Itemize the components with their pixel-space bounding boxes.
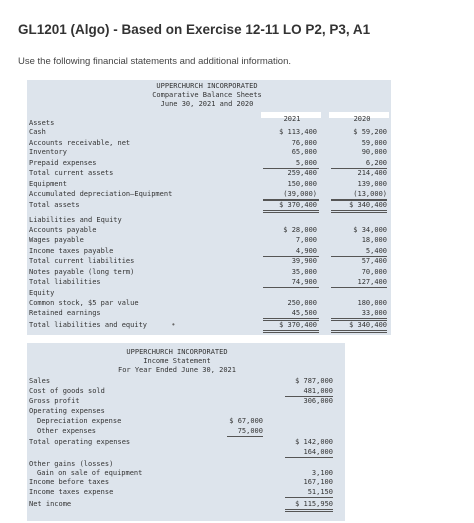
bs-row-2021-value: 65,000 bbox=[291, 148, 317, 156]
decorative-dot: • bbox=[172, 320, 175, 329]
bs-row-label: Total current liabilities bbox=[29, 257, 135, 265]
instructions-text: Use the following financial statements and additional information. bbox=[18, 56, 292, 67]
bs-row-label: Total assets bbox=[29, 201, 80, 209]
bs-row-2020-value: 180,000 bbox=[357, 299, 387, 307]
is-row-label: Other expenses bbox=[37, 427, 97, 435]
bs-row-2021-value: $ 113,400 bbox=[279, 128, 317, 136]
bs-row-2021-value: $ 370,400 bbox=[279, 201, 317, 209]
bs-row-2021-value: 250,000 bbox=[287, 299, 317, 307]
is-row-outer-value: 481,000 bbox=[303, 387, 333, 395]
bs-row-label: Income taxes payable bbox=[29, 247, 114, 255]
bs-row-2021-value: (39,000) bbox=[283, 190, 317, 198]
bs-row-label: Accumulated depreciation—Equipment bbox=[29, 190, 173, 198]
bs-row-2020-value: $ 340,400 bbox=[349, 321, 387, 329]
is-row-outer-value: $ 787,000 bbox=[295, 377, 333, 385]
bs-row-label: Accounts receivable, net bbox=[29, 139, 131, 147]
is-row-label: Gross profit bbox=[29, 397, 80, 405]
bs-row-label: Total current assets bbox=[29, 169, 114, 177]
is-row-label: Cost of goods sold bbox=[29, 387, 105, 395]
bs-row-label: Total liabilities bbox=[29, 278, 101, 286]
is-outer-rule bbox=[285, 497, 333, 498]
bs-row-label: Total liabilities and equity bbox=[29, 321, 148, 329]
bs-row-2021-value: 35,000 bbox=[291, 268, 317, 276]
bs-row-2020-value: $ 340,400 bbox=[349, 201, 387, 209]
bs-row-label: Equity bbox=[29, 289, 55, 297]
is-row-label: Other gains (losses) bbox=[29, 460, 114, 468]
bs-row-2020-value: 90,000 bbox=[361, 148, 387, 156]
bs-underline-rule bbox=[331, 210, 387, 213]
is-row-label: Gain on sale of equipment bbox=[37, 469, 143, 477]
bs-row-2021-value: 74,900 bbox=[291, 278, 317, 286]
bs-row-label: Equipment bbox=[29, 180, 67, 188]
bs-underline-rule bbox=[331, 287, 387, 288]
bs-col-2021-header: 2021 bbox=[283, 115, 301, 123]
is-row-label: Net income bbox=[29, 500, 72, 508]
bs-row-2021-value: 150,000 bbox=[287, 180, 317, 188]
is-row-label: Operating expenses bbox=[29, 407, 105, 415]
bs-row-2021-value: $ 370,400 bbox=[279, 321, 317, 329]
bs-row-2020-value: (13,000) bbox=[353, 190, 387, 198]
is-inner-rule bbox=[227, 436, 263, 437]
is-row-outer-value: 164,000 bbox=[303, 448, 333, 456]
is-row-inner-value: 75,000 bbox=[237, 427, 263, 435]
bs-row-2020-value: $ 34,000 bbox=[353, 226, 387, 234]
bs-row-2020-value: 139,000 bbox=[357, 180, 387, 188]
is-outer-rule bbox=[285, 509, 333, 512]
is-outer-rule bbox=[285, 457, 333, 458]
is-row-label: Income before taxes bbox=[29, 478, 110, 486]
bs-row-2020-value: 70,000 bbox=[361, 268, 387, 276]
page-title: GL1201 (Algo) - Based on Exercise 12-11 LO P2, P3, A1 bbox=[18, 22, 371, 37]
bs-total-rule bbox=[263, 320, 319, 321]
bs-row-2021-value: 76,000 bbox=[291, 139, 317, 147]
is-row-outer-value: 306,000 bbox=[303, 397, 333, 405]
bs-statement-name: Comparative Balance Sheets bbox=[152, 91, 262, 99]
bs-row-2020-value: 127,400 bbox=[357, 278, 387, 286]
bs-total-rule bbox=[331, 320, 387, 321]
bs-date: June 30, 2021 and 2020 bbox=[160, 100, 254, 108]
is-row-outer-value: 167,100 bbox=[303, 478, 333, 486]
is-row-label: Depreciation expense bbox=[37, 417, 122, 425]
is-row-label: Sales bbox=[29, 377, 51, 385]
is-row-label: Total operating expenses bbox=[29, 438, 131, 446]
is-row-outer-value: $ 142,000 bbox=[295, 438, 333, 446]
bs-row-2021-value: 45,500 bbox=[291, 309, 317, 317]
bs-row-label: Prepaid expenses bbox=[29, 159, 97, 167]
bs-underline-rule bbox=[331, 318, 387, 319]
bs-row-2020-value: 18,000 bbox=[361, 236, 387, 244]
bs-row-2021-value: 5,000 bbox=[295, 159, 317, 167]
bs-row-label: Liabilities and Equity bbox=[29, 216, 122, 224]
bs-company-name: UPPERCHURCH INCORPORATED bbox=[156, 82, 258, 90]
bs-row-2020-value: 33,000 bbox=[361, 309, 387, 317]
bs-total-rule bbox=[263, 200, 319, 201]
bs-underline-rule bbox=[263, 287, 319, 288]
bs-row-label: Assets bbox=[29, 119, 55, 127]
is-statement-name: Income Statement bbox=[143, 357, 211, 365]
bs-row-label: Common stock, $5 par value bbox=[29, 299, 139, 307]
bs-row-label: Accounts payable bbox=[29, 226, 97, 234]
bs-row-2020-value: 5,400 bbox=[365, 247, 387, 255]
bs-row-label: Wages payable bbox=[29, 236, 84, 244]
bs-row-label: Retained earnings bbox=[29, 309, 101, 317]
bs-underline-rule bbox=[263, 318, 319, 319]
bs-row-2020-value: $ 59,200 bbox=[353, 128, 387, 136]
bs-total-rule bbox=[331, 200, 387, 201]
bs-row-2021-value: 7,000 bbox=[295, 236, 317, 244]
bs-underline-rule bbox=[263, 330, 319, 333]
income-statement-table bbox=[27, 343, 345, 521]
is-row-outer-value: 51,150 bbox=[307, 488, 333, 496]
bs-row-2020-value: 214,400 bbox=[357, 169, 387, 177]
bs-row-2021-value: 39,900 bbox=[291, 257, 317, 265]
bs-row-label: Cash bbox=[29, 128, 46, 136]
bs-col-2020-header: 2020 bbox=[353, 115, 371, 123]
is-company-name: UPPERCHURCH INCORPORATED bbox=[126, 348, 228, 356]
bs-row-2020-value: 57,400 bbox=[361, 257, 387, 265]
is-row-outer-value: $ 115,950 bbox=[295, 500, 333, 508]
bs-row-label: Notes payable (long term) bbox=[29, 268, 135, 276]
bs-row-2021-value: 259,400 bbox=[287, 169, 317, 177]
is-row-inner-value: $ 67,000 bbox=[229, 417, 263, 425]
is-row-label: Income taxes expense bbox=[29, 488, 114, 496]
balance-sheet-table bbox=[27, 80, 391, 335]
bs-underline-rule bbox=[331, 330, 387, 333]
bs-row-2020-value: 6,200 bbox=[365, 159, 387, 167]
bs-row-2021-value: $ 28,000 bbox=[283, 226, 317, 234]
bs-underline-rule bbox=[263, 210, 319, 213]
is-row-outer-value: 3,100 bbox=[311, 469, 333, 477]
is-date: For Year Ended June 30, 2021 bbox=[117, 366, 236, 374]
bs-row-2020-value: 59,000 bbox=[361, 139, 387, 147]
bs-row-2021-value: 4,900 bbox=[295, 247, 317, 255]
bs-row-label: Inventory bbox=[29, 148, 67, 156]
